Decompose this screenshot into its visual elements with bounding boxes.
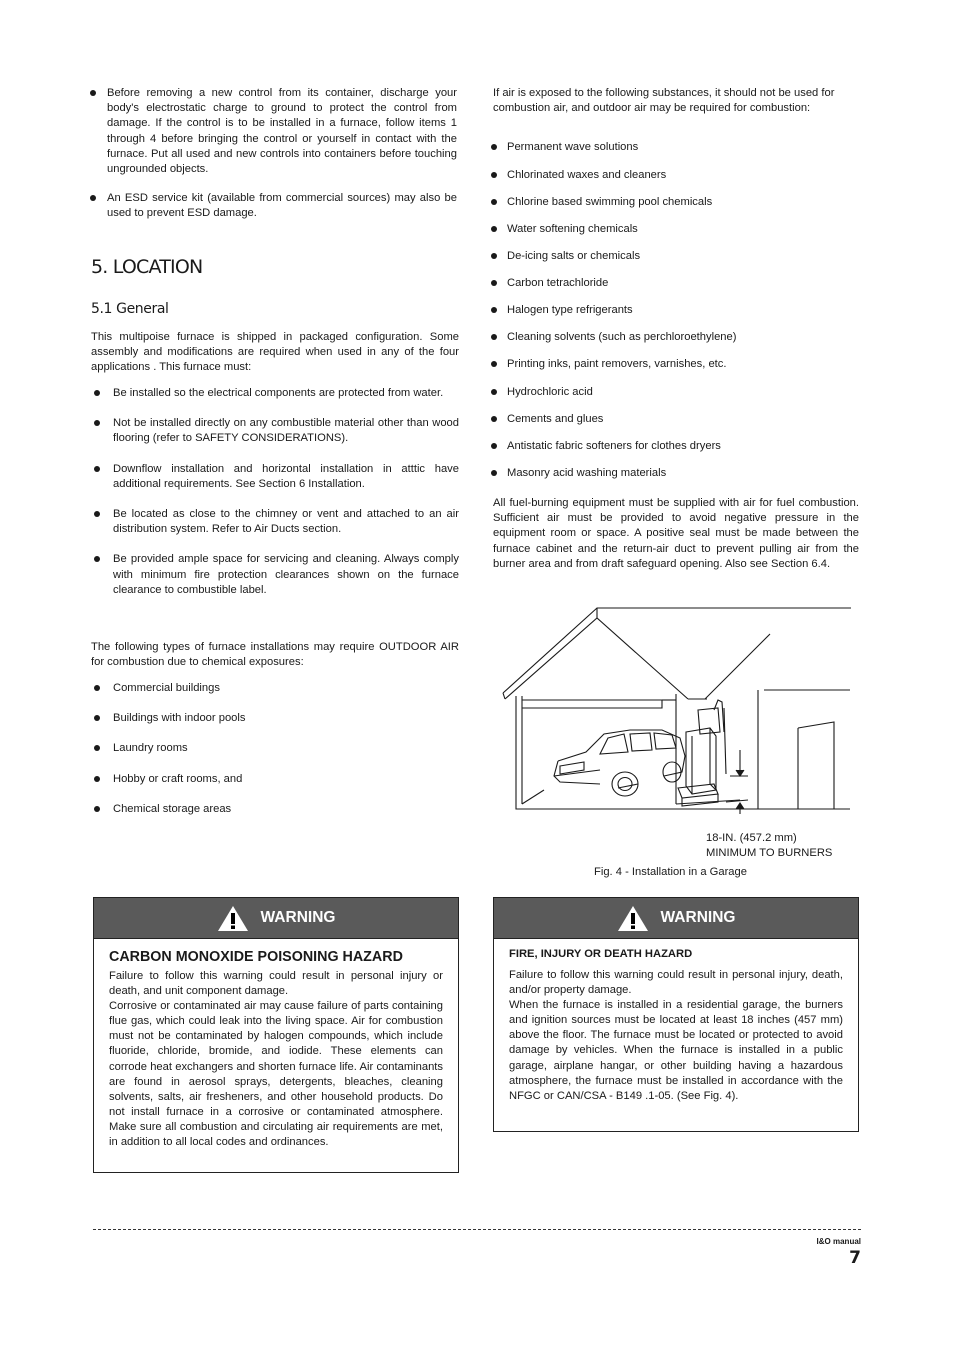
bullet-text: Chlorinated waxes and cleaners bbox=[507, 168, 667, 181]
general-paragraph: This multipoise furnace is shipped in packaged configuration. Some assembly and modifications are required when used in any of the four applications . This furnace must: bbox=[91, 331, 459, 374]
warning-triangle-icon bbox=[617, 905, 649, 932]
warning-label: WARNING bbox=[260, 909, 336, 926]
bullet-text: Before removing a new control from its container, discharge your body's electrostatic charge to ground to protect the control from damage. If the control is to be installed in a furnace, follow items 1 through 4 before bringing the control or yourself in contact with the furnace. Put all used and new controls into containers before touching ungrounded objects. bbox=[107, 87, 457, 176]
list-item bbox=[94, 416, 459, 446]
intro-bullets bbox=[90, 86, 457, 222]
list-item bbox=[94, 711, 459, 726]
bullet-icon bbox=[491, 443, 497, 449]
bullet-icon bbox=[90, 90, 96, 96]
bullet-icon bbox=[90, 195, 96, 201]
fuel-paragraph: All fuel-burning equipment must be supplied with air for fuel combustion. Sufficient air must be provided to avoid negative pressure in the equipment room or space. A positive seal must be made between the furnace cabinet and the return-air duct to prevent pulling air from the burner area and from draft safeguard opening. Also see Section 6.4. bbox=[493, 497, 859, 570]
list-item bbox=[491, 276, 861, 291]
bullet-icon bbox=[94, 715, 100, 721]
warning-paragraph-1: Failure to follow this warning could result in personal injury or death, and unit component damage. bbox=[109, 970, 443, 998]
list-item bbox=[94, 552, 459, 598]
bullet-text: Not be installed directly on any combustible material other than wood flooring (refer to SAFETY CONSIDERATIONS). bbox=[113, 417, 459, 445]
list-item bbox=[94, 772, 459, 787]
bullet-icon bbox=[491, 361, 497, 367]
figure-caption: Fig. 4 - Installation in a Garage bbox=[594, 866, 747, 878]
bullet-icon bbox=[491, 334, 497, 340]
list-item bbox=[491, 466, 861, 481]
figure-dimension-label bbox=[706, 831, 832, 861]
bullet-icon bbox=[491, 470, 497, 476]
list-item bbox=[94, 741, 459, 756]
list-item bbox=[491, 195, 861, 210]
intro-paragraph: If air is exposed to the following substances, it should not be used for combustion air, and outdoor air may be required for combustion: bbox=[493, 87, 835, 115]
warning-triangle-icon bbox=[217, 905, 249, 932]
list-item bbox=[491, 222, 861, 237]
outdoor-paragraph: The following types of furnace installations may require OUTDOOR AIR for combustion due to chemical exposures: bbox=[91, 641, 459, 669]
list-item bbox=[491, 357, 861, 372]
list-item bbox=[90, 86, 457, 177]
footer-divider bbox=[93, 1229, 861, 1230]
warning-paragraph-1: Failure to follow this warning could result in personal injury, death, and/or property damage. bbox=[509, 969, 843, 997]
bullet-icon bbox=[94, 806, 100, 812]
list-item bbox=[491, 439, 861, 454]
section-title: 5. LOCATION bbox=[91, 256, 203, 278]
bullet-icon bbox=[491, 226, 497, 232]
manual-label: I&O manual bbox=[816, 1237, 861, 1246]
list-item bbox=[94, 507, 459, 537]
bullet-text: De-icing salts or chemicals bbox=[507, 249, 641, 262]
list-item bbox=[94, 681, 459, 696]
bullet-icon bbox=[491, 307, 497, 313]
bullet-icon bbox=[94, 390, 100, 396]
warning-box-co bbox=[93, 897, 459, 1173]
bullet-text: Be located as close to the chimney or vent and attached to an air distribution system. Refer to Air Ducts section. bbox=[113, 508, 459, 536]
outdoor-bullets bbox=[94, 681, 459, 817]
warning-body bbox=[94, 949, 458, 1150]
bullet-text: Carbon tetrachloride bbox=[507, 276, 609, 289]
bullet-icon bbox=[491, 172, 497, 178]
list-item bbox=[491, 412, 861, 427]
bullet-icon bbox=[94, 745, 100, 751]
roof-outline bbox=[503, 608, 851, 699]
bullet-icon bbox=[94, 420, 100, 426]
bullet-text: Be installed so the electrical components are protected from water. bbox=[113, 387, 444, 399]
bullet-text: Buildings with indoor pools bbox=[113, 712, 246, 724]
bullet-icon bbox=[491, 199, 497, 205]
warning-header bbox=[94, 898, 458, 939]
bullet-text: Be provided ample space for servicing and cleaning. Always comply with minimum fire protection clearances shown on the furnace clearance to combustible label. bbox=[113, 553, 459, 596]
list-item bbox=[94, 462, 459, 492]
list-item bbox=[491, 140, 861, 155]
list-item bbox=[491, 168, 861, 183]
bullet-text: Water softening chemicals bbox=[507, 222, 638, 235]
bullet-text: Laundry rooms bbox=[113, 742, 188, 754]
warning-label: WARNING bbox=[660, 909, 736, 926]
warning-title: FIRE, INJURY OR DEATH HAZARD bbox=[509, 948, 693, 960]
bullet-text: Hobby or craft rooms, and bbox=[113, 773, 243, 785]
dimension-arrows bbox=[726, 750, 748, 814]
warning-box-fire bbox=[493, 897, 859, 1132]
subsection-title: 5.1 General bbox=[91, 301, 169, 317]
dimension-line-1: 18-IN. (457.2 mm) bbox=[706, 832, 797, 844]
warning-title: CARBON MONOXIDE POISONING HAZARD bbox=[109, 949, 403, 965]
bullet-icon bbox=[491, 416, 497, 422]
list-item bbox=[491, 385, 861, 400]
car-illustration bbox=[554, 730, 685, 796]
bullet-text: Downflow installation and horizontal installation in atttic have additional requirements. See Section 6 Installation. bbox=[113, 462, 459, 490]
bullet-text: Printing inks, paint removers, varnishes, etc. bbox=[507, 357, 727, 370]
list-item bbox=[90, 191, 457, 221]
bullet-text: Permanent wave solutions bbox=[507, 141, 639, 153]
garage-installation-figure bbox=[500, 604, 856, 840]
bullet-icon bbox=[491, 253, 497, 259]
bullet-text: Antistatic fabric softeners for clothes dryers bbox=[507, 439, 721, 452]
list-item bbox=[94, 802, 459, 817]
warning-paragraph-2: Corrosive or contaminated air may cause failure of parts containing flue gas, which could leak into the living space. Air for combustion must not be contaminated by halogen compounds, which include fluoride, chloride, bromide, and iodide. These elements can corrode heat exchangers and shorten furnace life. Air contaminants are found in aerosol sprays, detergents, bleaches, cleaning solvents, salts, air fresheners, and other household products. Do not install furnace in a corrosive or contaminated atmosphere. Make sure all combustion and circulating air requirements are met, in addition to all local codes and ordinances. bbox=[109, 1000, 443, 1149]
bullet-icon bbox=[491, 280, 497, 286]
must-bullets bbox=[94, 386, 459, 598]
list-item bbox=[491, 303, 861, 318]
page-number: 7 bbox=[849, 1248, 861, 1268]
side-door bbox=[798, 722, 834, 809]
bullet-text: Chemical storage areas bbox=[113, 803, 232, 815]
bullet-text: Cleaning solvents (such as perchloroethylene) bbox=[507, 330, 737, 343]
bullet-text: Hydrochloric acid bbox=[507, 385, 593, 398]
list-item bbox=[491, 330, 861, 345]
warning-header bbox=[494, 898, 858, 939]
bullet-text: Commercial buildings bbox=[113, 682, 220, 694]
bullet-icon bbox=[94, 511, 100, 517]
furnace-unit bbox=[678, 700, 726, 806]
bullet-icon bbox=[94, 685, 100, 691]
bullet-icon bbox=[491, 389, 497, 395]
bullet-icon bbox=[94, 776, 100, 782]
bullet-icon bbox=[94, 466, 100, 472]
list-item bbox=[94, 386, 459, 401]
bullet-text: An ESD service kit (available from commercial sources) may also be used to prevent ESD damage. bbox=[107, 192, 457, 220]
warning-body bbox=[494, 948, 858, 1104]
list-item bbox=[491, 249, 861, 264]
substance-list bbox=[491, 140, 861, 481]
bullet-icon bbox=[491, 144, 497, 150]
dimension-line-2: MINIMUM TO BURNERS bbox=[706, 847, 833, 859]
bullet-text: Halogen type refrigerants bbox=[507, 303, 633, 316]
bullet-text: Cements and glues bbox=[507, 412, 604, 425]
garage-floor bbox=[522, 790, 740, 804]
warning-paragraph-2: When the furnace is installed in a residential garage, the burners and ignition sources must be located at least 18 inches (457 mm) above the floor. The furnace must be located or protected to avoid damage by vehicles. When the furnace is installed in a public garage, airplane hangar, or other building having a hazardous atmosphere, the furnace must be installed in accordance with the NFGC or CAN/CSA - B149 .1-05. (See Fig. 4). bbox=[509, 999, 843, 1102]
bullet-icon bbox=[94, 556, 100, 562]
bullet-text: Chlorine based swimming pool chemicals bbox=[507, 195, 713, 208]
bullet-text: Masonry acid washing materials bbox=[507, 466, 667, 479]
